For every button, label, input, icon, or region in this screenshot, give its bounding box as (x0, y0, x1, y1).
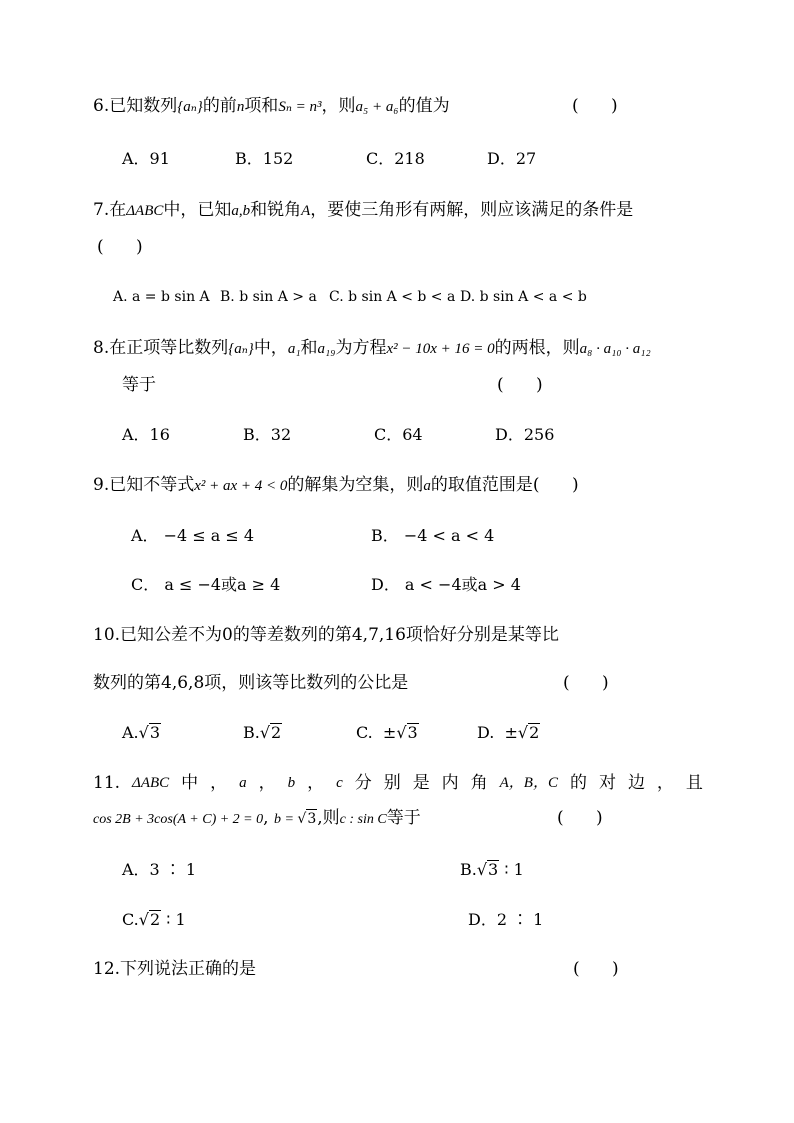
q8-option-d: D．256 (495, 425, 555, 444)
q6-option-c: C．218 (366, 149, 425, 168)
q10-option-a-radicand: 3 (149, 723, 161, 742)
q11-option-c-radicand: 2 (149, 910, 161, 929)
q11-answer-paren: ( ) (557, 808, 603, 828)
q8-stem-line2: 等于 (122, 375, 156, 395)
q10-option-c-label: C. ± (356, 723, 397, 742)
q11-option-c-tail: ∶ 1 (161, 910, 186, 929)
q11-option-b (460, 859, 524, 881)
question-7-stem (93, 199, 633, 222)
q6-option-b: B．152 (235, 149, 294, 168)
q11-part: 且 (685, 773, 703, 793)
q10-option-d (477, 722, 540, 744)
q9-text-c: 的取值范围是 (430, 475, 533, 495)
q6-sum-expression: Sₙ = n³ (278, 99, 322, 115)
q7-option-a: A. a = b sin A (113, 289, 210, 305)
q11-condition-2-radicand: 3 (307, 811, 317, 827)
q8-option-b: B．32 (243, 425, 292, 444)
question-10-stem-line1: 10.已知公差不为0的等差数列的第4,7,16项恰好分别是某等比 (93, 625, 559, 645)
q11-part: 别 (383, 773, 401, 793)
q12-answer-paren: ( ) (573, 959, 619, 979)
q8-text-d: 为方程 (335, 338, 387, 358)
question-6-stem (93, 95, 450, 118)
question-12-stem: 12.下列说法正确的是 (93, 959, 257, 979)
sqrt-icon: √ (517, 723, 529, 742)
q7-option-d: D. b sin A < a < b (460, 289, 587, 305)
q10-option-c (356, 722, 419, 744)
q11-option-c-label: C. (122, 910, 139, 929)
q11-part: 的 (569, 773, 587, 793)
q7-angle: A (301, 203, 311, 219)
q10-option-b-label: B. (243, 723, 260, 742)
q7-text-b: 中，已知 (163, 200, 232, 220)
q7-text-a: 7.在 (93, 200, 127, 220)
q11-part: c (336, 775, 343, 791)
q6-text-e: 的值为 (398, 96, 450, 116)
q11-part: 对 (598, 773, 616, 793)
q10-option-a (122, 722, 161, 744)
q8-a1: a₁ (287, 341, 301, 357)
q7-answer-paren: ( ) (97, 237, 143, 257)
q8-text-e: 的两根，则 (494, 338, 580, 358)
q6-answer-paren: ( ) (572, 96, 618, 116)
q8-equation: x² − 10x + 16 = 0 (386, 341, 495, 357)
q11-angles: A，B，C (499, 775, 558, 791)
sqrt-icon: √ (138, 723, 149, 742)
q6-sequence: {aₙ} (177, 99, 203, 115)
q11-option-d: D．2 ∶ 1 (468, 910, 544, 929)
q8-option-c: C．64 (374, 425, 423, 444)
q6-text-b: 的前 (202, 96, 237, 116)
q9-option-a: A． −4 ≤ a ≤ 4 (131, 526, 255, 545)
q10-option-b-radicand: 2 (271, 723, 282, 742)
q6-target-expression: a₅ + a₆ (355, 99, 399, 115)
question-11-stem-line2: cos 2B + 3cos(A + C) + 2 = 0, b = √3,则c : sin C等于 (93, 808, 421, 828)
q9-text-a: 9.已知不等式 (93, 475, 195, 495)
q11-part: a (239, 775, 247, 791)
question-8-stem (93, 337, 651, 360)
q11-text-b: ,则 (317, 808, 340, 828)
sqrt-icon: √ (259, 723, 271, 742)
q9-option-b: B． −4 < a < 4 (371, 526, 495, 545)
q10-answer-paren: ( ) (563, 673, 609, 693)
question-9-stem (93, 474, 579, 497)
q7-text-d: ，要使三角形有两解，则应该满足的条件是 (310, 200, 634, 220)
sqrt-icon: √ (138, 910, 149, 929)
q9-variable: a (423, 478, 431, 494)
q7-triangle: ΔABC (126, 203, 164, 219)
sqrt-icon: √ (396, 723, 407, 742)
q8-a19: a₁₉ (317, 341, 336, 357)
q11-option-b-radicand: 3 (488, 860, 499, 879)
q11-part: 边 (627, 773, 645, 793)
q6-option-d: D．27 (487, 149, 537, 168)
q11-condition-1: cos 2B + 3cos(A + C) + 2 = 0 (93, 812, 264, 827)
q11-part: ， (656, 773, 674, 793)
q11-part: 11. (93, 773, 121, 793)
q7-sides: a,b (231, 203, 251, 219)
q11-part: 是 (412, 773, 430, 793)
q11-part: 中 (181, 773, 199, 793)
q8-answer-paren: ( ) (497, 375, 543, 395)
q6-option-a: A．91 (122, 149, 170, 168)
q11-part: 角 (470, 773, 488, 793)
q9-option-c: C． a ≤ −4或a ≥ 4 (131, 575, 281, 594)
q10-option-d-radicand: 2 (529, 723, 540, 742)
q10-option-b (243, 722, 282, 744)
q7-option-b: B. b sin A > a (220, 289, 317, 305)
q11-part: 分 (354, 773, 372, 793)
q11-part: ， (258, 773, 276, 793)
q10-option-c-radicand: 3 (407, 723, 418, 742)
q9-option-d: D． a < −4或a > 4 (371, 575, 521, 594)
q11-option-a: A．3 ∶ 1 (122, 860, 197, 879)
q8-text-a: 8.在正项等比数列 (93, 338, 229, 358)
q11-part: ， (307, 773, 325, 793)
q6-text-a: 6.已知数列 (93, 96, 178, 116)
q11-part: 内 (441, 773, 459, 793)
q11-option-b-tail: ∶ 1 (499, 860, 524, 879)
q11-triangle: ΔABC (132, 775, 170, 791)
q11-option-c (122, 909, 186, 931)
q6-text-c: 项和 (244, 96, 279, 116)
q11-part: ， (210, 773, 228, 793)
q7-text-c: 和锐角 (250, 200, 302, 220)
sqrt-icon: √ (297, 811, 307, 827)
q10-option-a-label: A. (122, 723, 139, 742)
question-11-stem-line1 (93, 772, 703, 794)
q11-ratio: c : sin C (339, 812, 387, 827)
q11-option-b-label: B. (460, 860, 477, 879)
q11-text-c: 等于 (386, 808, 421, 828)
q8-product: a₈ · a₁₀ · a₁₂ (579, 341, 651, 357)
q8-sequence: {aₙ} (228, 341, 254, 357)
q9-inequality: x² + ax + 4 < 0 (194, 478, 288, 494)
question-10-stem-line2: 数列的第4,6,8项，则该等比数列的公比是 (93, 673, 409, 693)
q11-condition-2-prefix: b = (273, 812, 298, 827)
q8-text-b: 中， (253, 338, 288, 358)
q7-option-c: C. b sin A < b < a (329, 289, 456, 305)
q9-answer-paren: ( ) (532, 475, 579, 495)
q9-text-b: 的解集为空集，则 (287, 475, 424, 495)
q8-text-c: 和 (300, 338, 318, 358)
q11-part: b (287, 775, 296, 791)
q10-option-d-label: D. ± (477, 723, 518, 742)
sqrt-icon: √ (476, 860, 488, 879)
q6-n: n (236, 99, 245, 115)
q8-option-a: A．16 (122, 425, 170, 444)
q6-text-d: ，则 (321, 96, 356, 116)
